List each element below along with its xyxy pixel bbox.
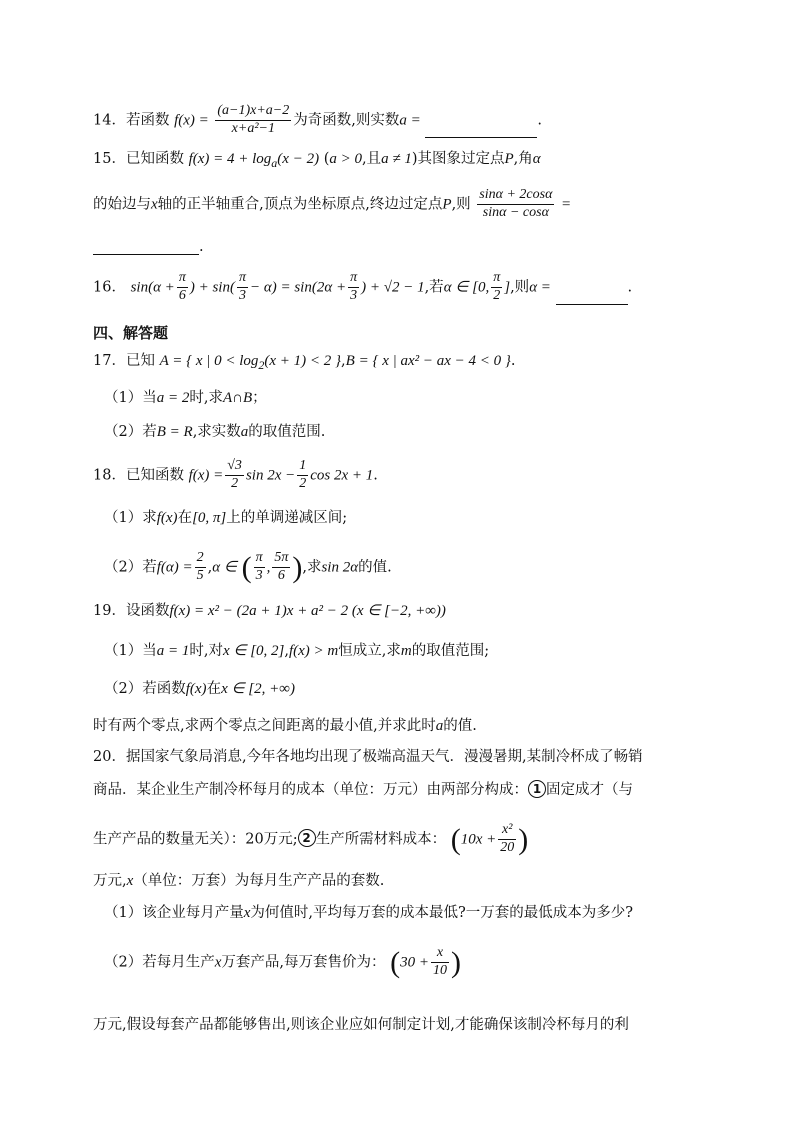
question-15: 15．已知函数 $f(x) = 4 + \log_a(x - 2) (a > 0$,且a ≠ 1)其图象过定点P,角α	[93, 151, 541, 170]
question-18: 18．已知函数 f(x) = $\frac{√3}{2}$ sin 2x − $\frac{1}{2}$ cos 2x + 1.	[93, 458, 378, 491]
question-19-part1: （1）当a = 1时,对x ∈ [0, 2],f(x) > m恒成立,求m的取值范围;	[104, 643, 490, 659]
question-20: 20．据国家气象局消息,今年各地均出现了极端高温天气．漫漫暑期,某制冷杯成了畅销	[93, 749, 643, 765]
answer-blank[interactable]	[425, 136, 537, 138]
question-20-line2: 商品．某企业生产制冷杯每月的成本（单位：万元）由两部分构成： 1 固定成才（与	[93, 782, 633, 798]
question-15-line3: .	[93, 240, 204, 255]
question-20-line3: 生产产品的数量无关）：20万元; 2 生产所需材料成本： (10x + $\frac{\text{x²}}{20}$ )	[93, 822, 529, 856]
question-19-part2: （2）若函数f(x)在x ∈ [2, +∞)	[104, 681, 295, 697]
question-18-part1: （1）求f(x)在[0, π]上的单调递减区间;	[104, 510, 348, 526]
question-20-part2: （2）若每月生产x万套产品,每万套售价为： (30 + $\frac{x}{10}$ )	[104, 945, 461, 979]
question-20-line-last: 万元,假设每套产品都能够售出,则该企业应如何制定计划,才能确保该制冷杯每月的利	[93, 1017, 629, 1033]
question-15-line2: 的始边与x轴的正半轴重合,顶点为坐标原点,终边过定点P,则 $\frac{\sin\alpha + 2\cos\alpha}{\sin\alpha - \cos\alpha}$ =	[93, 187, 572, 220]
answer-blank[interactable]	[93, 253, 199, 255]
section-heading: 四、解答题	[93, 324, 169, 342]
question-19: 19．设函数f(x) = x² − (2a + 1)x + a² − 2 (x ∈ [−2, +∞))	[93, 603, 446, 619]
question-17: 17．已知 A = { x | $0 < \log_2(x + 1) < 2$ },B = { x | ax² − ax − 4 < 0 }.	[93, 353, 516, 372]
question-20-line4: 万元,x（单位：万套）为每月生产产品的套数.	[93, 873, 385, 889]
q15-fraction: $\frac{\sin\alpha + 2\cos\alpha}{\sin\alpha - \cos\alpha}$	[479, 187, 553, 220]
q14-fraction: $\frac{(a-1)x+a-2}{\text{x+a²−1}}$	[217, 103, 290, 136]
question-17-part1: （1）当a = 2时,求A∩B；	[104, 390, 267, 406]
question-18-part2: （2）若f(α) = $\frac{2}{5}$ ,α ∈ ( $\frac{\pi}{3}$ , $\frac{5\pi}{6}$ ),求sin 2α的值.	[104, 550, 392, 584]
circled-number-2: 2	[298, 829, 316, 847]
question-19-part2-line2: 时有两个零点,求两个零点之间距离的最小值,并求此时a的值.	[93, 718, 477, 734]
question-16: 16． sin(α + $\frac{\pi}{6}$ ) + sin( $\frac{\pi}{3}$ − α) = sin(2α + $\frac{\pi}{3}$ ) + √2 − 1,若α ∈ [0, $\frac{\pi}{2}$ ],则α = .	[93, 270, 633, 303]
answer-blank[interactable]	[556, 303, 628, 305]
question-17-part2: （2）若B = R,求实数a的取值范围.	[104, 424, 326, 440]
question-20-part1: （1）该企业每月产量x为何值时,平均每万套的成本最低?一万套的最低成本为多少?	[104, 905, 634, 921]
question-14: 14．若函数 f(x) = $\frac{(a-1)x+a-2}{\text{x+a²−1}}$ 为奇函数,则实数a = .	[93, 103, 542, 136]
circled-number-1: 1	[528, 780, 546, 798]
